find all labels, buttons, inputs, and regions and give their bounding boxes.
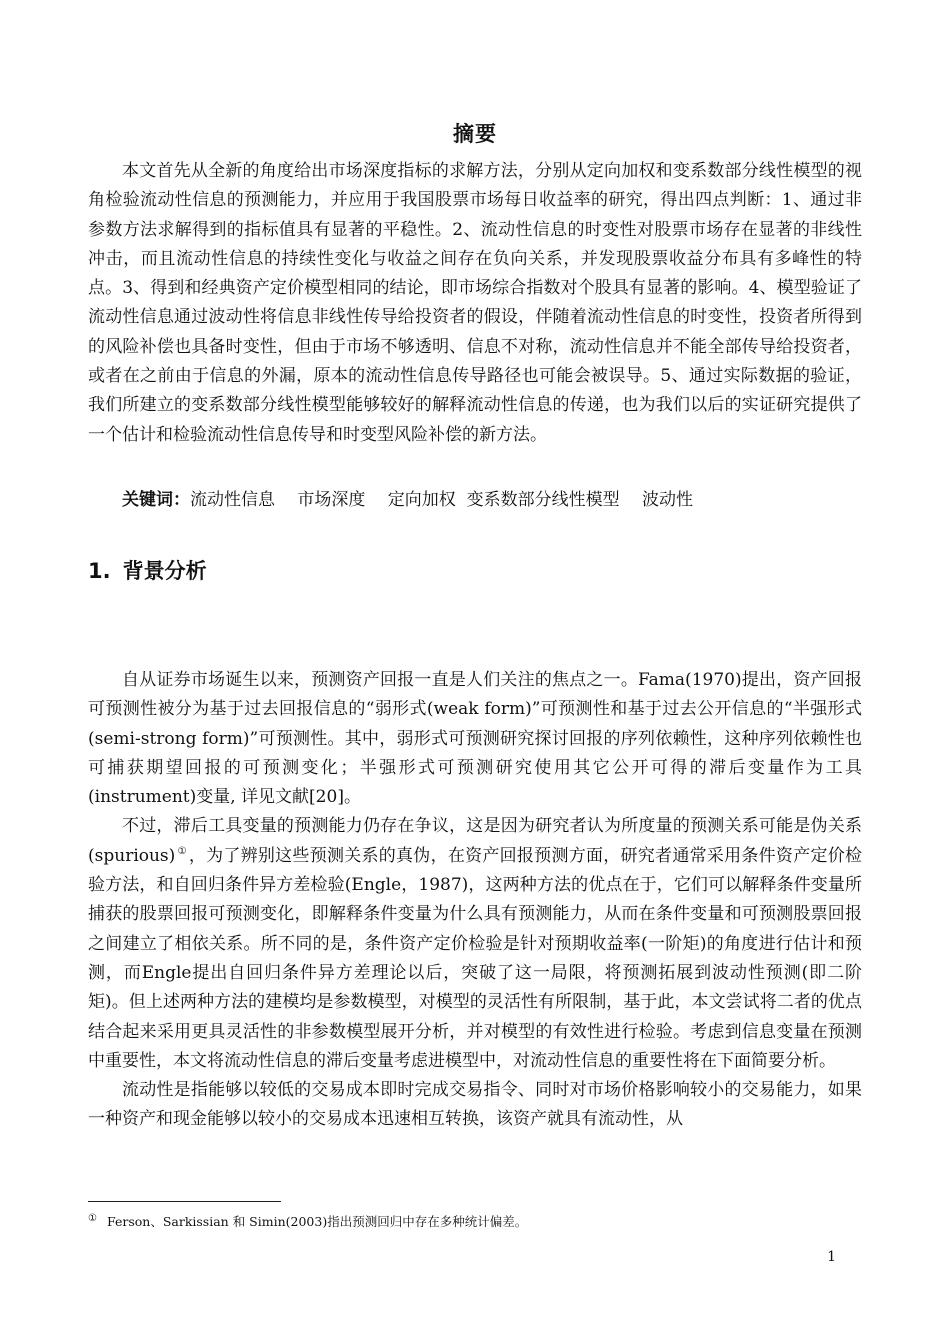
- body-paragraph-2: [88, 812, 862, 1076]
- footnote: [88, 1210, 527, 1231]
- abstract-title: 摘要: [453, 122, 497, 146]
- footnote-divider: [88, 1201, 281, 1202]
- keywords-label: 关键词：: [122, 490, 190, 510]
- footnote-text: Ferson、Sarkissian 和 Simin(2003)指出预测回归中存在多种统计偏差。: [106, 1214, 528, 1230]
- body-paragraph-1: 自从证券市场诞生以来，预测资产回报一直是人们关注的焦点之一。Fama(1970)提出，资产回报可预测性被分为基于过去回报信息的“弱形式(weak form)”可预测性和基于过去公开信息的“半强形式(semi-strong form)”可预测性。其中，弱形式可预测研究探讨回报的序列依赖性，这种序列依赖性也可捕获期望回报的可预测变化；半强形式可预测研究使用其它公开可得的滞后变量作为工具(instrument)变量, 详见文献[20]。: [88, 670, 862, 808]
- section-number: 1.: [88, 559, 111, 583]
- body-paragraph-2-end: ，为了辨别这些预测关系的真伪，在资产回报预测方面，研究者通常采用条件资产定价检验方法，和自回归条件异方差检验(Engle，1987)，这两种方法的优点在于，它们可以解释条件变量所捕获的股票回报可预测变化，即解释条件变量为什么具有预测能力，从而在条件变量和可预测股票回报之间建立了相依关系。所不同的是，条件资产定价检验是针对预期收益率(一阶矩)的角度进行估计和预测，而Engle提出自回归条件异方差理论以后，突破了这一局限，将预测拓展到波动性预测(即二阶矩)。但上述两种方法的建模均是参数模型，对模型的灵活性有所限制，基于此，本文尝试将二者的优点结合起来采用更具灵活性的非参数模型展开分析，并对模型的有效性进行检验。考虑到信息变量在预测中重要性，本文将流动性信息的滞后变量考虑进模型中，对流动性信息的重要性将在下面简要分析。: [88, 845, 863, 1071]
- body-text: [88, 666, 862, 1135]
- keywords-line: [122, 488, 693, 512]
- page-number: 1: [827, 1249, 836, 1265]
- body-paragraph-2-start: 不过，滞后工具变量的预测能力仍存在争议，这是因为研究者认为所度量的预测关系可能是伪关系(spurious): [88, 816, 862, 866]
- footnote-mark: ①: [88, 1213, 97, 1224]
- keywords-list: 流动性信息 市场深度 定向加权 变系数部分线性模型 波动性: [190, 490, 694, 510]
- abstract-paragraph: 本文首先从全新的角度给出市场深度指标的求解方法，分别从定向加权和变系数部分线性模型的视角检验流动性信息的预测能力，并应用于我国股票市场每日收益率的研究，得出四点判断：1、通过非参数方法求解得到的指标值具有显著的平稳性。2、流动性信息的时变性对股票市场存在显著的非线性冲击，而且流动性信息的持续性变化与收益之间存在负向关系，并发现股票收益分布具有多峰性的特点。3、得到和经典资产定价模型相同的结论，即市场综合指数对个股具有显著的影响。4、模型验证了流动性信息通过波动性将信息非线性传导给投资者的假设，伴随着流动性信息的时变性，投资者所得到的风险补偿也具备时变性，但由于市场不够透明、信息不对称，流动性信息并不能全部传导给投资者，或者在之前由于信息的外漏，原本的流动性信息传导路径也可能会被误导。5、通过实际数据的验证，我们所建立的变系数部分线性模型能够较好的解释流动性信息的传递，也为我们以后的实证研究提供了一个估计和检验流动性信息传导和时变型风险补偿的新方法。: [88, 161, 862, 445]
- footnote-reference[interactable]: ①: [177, 846, 187, 858]
- section-title: 背景分析: [122, 559, 207, 583]
- abstract-body: [88, 157, 862, 450]
- body-paragraph-3: 流动性是指能够以较低的交易成本即时完成交易指令、同时对市场价格影响较小的交易能力，如果一种资产和现金能够以较小的交易成本迅速相互转换，该资产就具有流动性，从: [88, 1080, 862, 1130]
- section-heading: [88, 555, 207, 585]
